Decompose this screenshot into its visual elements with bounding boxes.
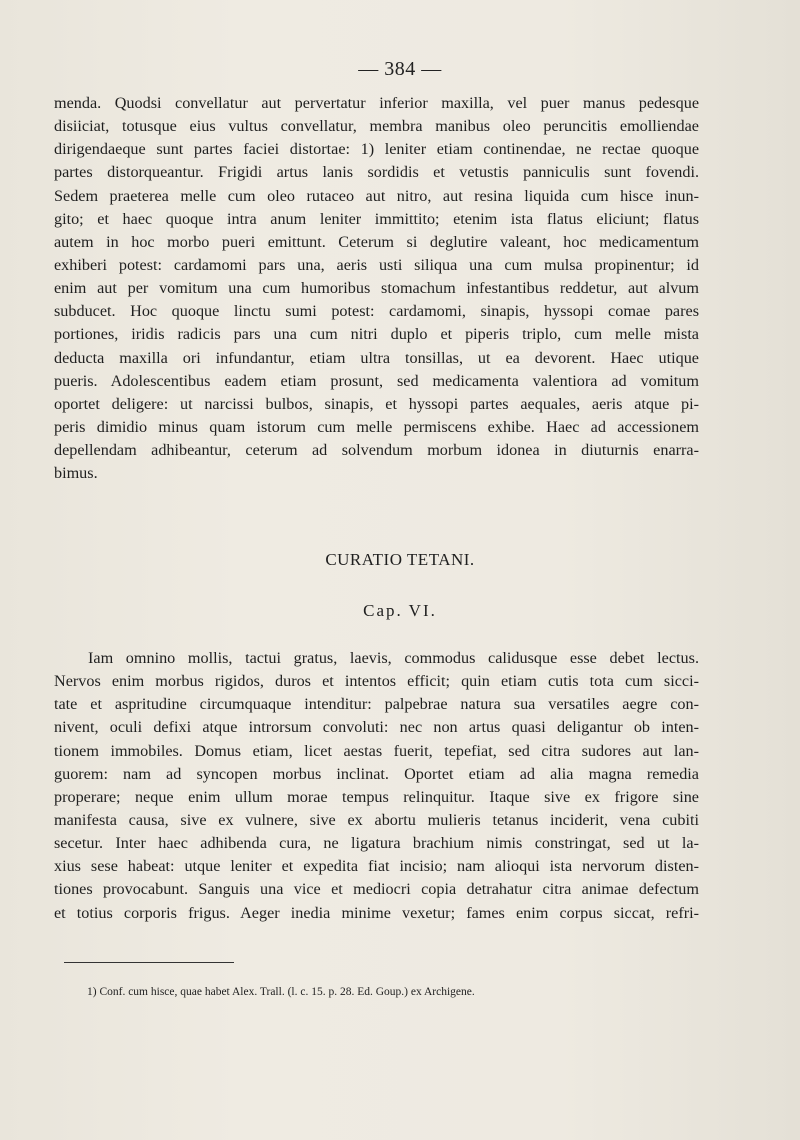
text-line: Iam omnino mollis, tactui gratus, laevis, commodus calidusque esse debet lectus.	[88, 649, 699, 667]
text-line: menda. Quodsi convellatur aut pervertatur inferior maxilla, vel puer manus pedesque	[54, 94, 699, 112]
text-line: guorem: nam ad syncopen morbus inclinat. Oportet etiam ad alia magna remedia	[54, 764, 699, 783]
text-line: peris dimidio minus quam istorum cum melle permiscens exhibe. Haec ad accessionem	[54, 417, 699, 436]
text-line: subducet. Hoc quoque linctu sumi potest: cardamomi, sinapis, hyssopi comae pares	[54, 302, 699, 321]
text-line: Nervos enim morbus rigidos, duros et intentos efficit; quin etiam cutis tota cum sicci-	[54, 672, 699, 691]
chapter-title: Cap. VI.	[363, 601, 437, 620]
text-line: pueris. Adolescentibus eadem etiam prosunt, sed medicamenta valentiora ad vomitum	[54, 371, 699, 390]
text-line: dirigendaeque sunt partes faciei distortae: 1) leniter etiam continendae, ne rectae quoque	[54, 140, 699, 159]
text-line: portiones, iridis radicis pars una cum nitri duplo et piperis triplo, cum melle mista	[54, 325, 699, 344]
text-line: bimus.	[54, 464, 98, 483]
text-line: depellendam adhibeantur, ceterum ad solvendum morbum idonea in diuturnis enarra-	[54, 441, 699, 460]
text-line: Sedem praeterea melle cum oleo rutaceo aut nitro, aut resina liquida cum hisce inun-	[54, 186, 699, 205]
text-line: tionem immobiles. Domus etiam, licet aestas fuerit, tepefiat, sed citra sudores aut lan-	[54, 741, 699, 760]
text-line: et totius corporis frigus. Aeger inedia minime vexetur; fames enim corpus siccat, refri-	[54, 903, 699, 922]
text-line: tate et aspritudine circumquaque intenditur: palpebrae natura sua versatiles aegre con-	[54, 695, 699, 714]
footnote-divider	[64, 962, 234, 963]
text-line: exhiberi potest: cardamomi pars una, aeris usti siliqua una cum mulsa propinentur; id	[54, 255, 699, 274]
paragraph-2	[54, 647, 699, 925]
text-line: enim aut per vomitum una cum humoribus stomachum infestantibus reddetur, aut alvum	[54, 279, 699, 298]
text-line: autem in hoc morbo pueri emittunt. Ceterum si deglutire valeant, hoc medicamentum	[54, 232, 699, 251]
text-line: oportet deligere: ut narcissi bulbos, sinapis, et hyssopi partes aequales, aeris atque pi-	[54, 394, 699, 413]
text-line: nivent, oculi defixi atque introrsum convoluti: nec non artus quasi deligantur ob inten-	[54, 718, 699, 737]
section-title: CURATIO TETANI.	[325, 550, 475, 569]
paragraph-1	[54, 92, 699, 485]
footnote: 1) Conf. cum hisce, quae habet Alex. Trall. (l. c. 15. p. 28. Ed. Goup.) ex Archigene.	[87, 986, 475, 998]
text-line: xius sese habeat: utque leniter et expedita fiat incisio; nam alioqui ista nervorum disten-	[54, 857, 699, 876]
page-number: — 384 —	[358, 58, 442, 80]
text-line: gito; et haec quoque intra anum leniter immittito; etenim ista flatus eliciunt; flatus	[54, 209, 699, 228]
text-line: manifesta causa, sive ex vulnere, sive ex abortu mulieris tetanus inciderit, vena cubiti	[54, 810, 699, 829]
text-line: secetur. Inter haec adhibenda cura, ne ligatura brachium nimis constringat, sed ut la-	[54, 834, 699, 853]
text-line: deducta maxilla ori infundantur, etiam ultra tonsillas, ut ea devorent. Haec utique	[54, 348, 699, 367]
text-line: partes distorqueantur. Frigidi artus lanis sordidis et vetustis panniculis sunt fovendi.	[54, 163, 699, 182]
text-line: disiiciat, totusque eius vultus convellatur, membra manibus oleo peruncitis emolliendae	[54, 117, 699, 136]
text-line: tiones provocabunt. Sanguis una vice et mediocri copia detrahatur citra animae defectum	[54, 880, 699, 899]
text-line: properare; neque enim ullum morae tempus relinquitur. Itaque sive ex frigore sine	[54, 787, 699, 806]
